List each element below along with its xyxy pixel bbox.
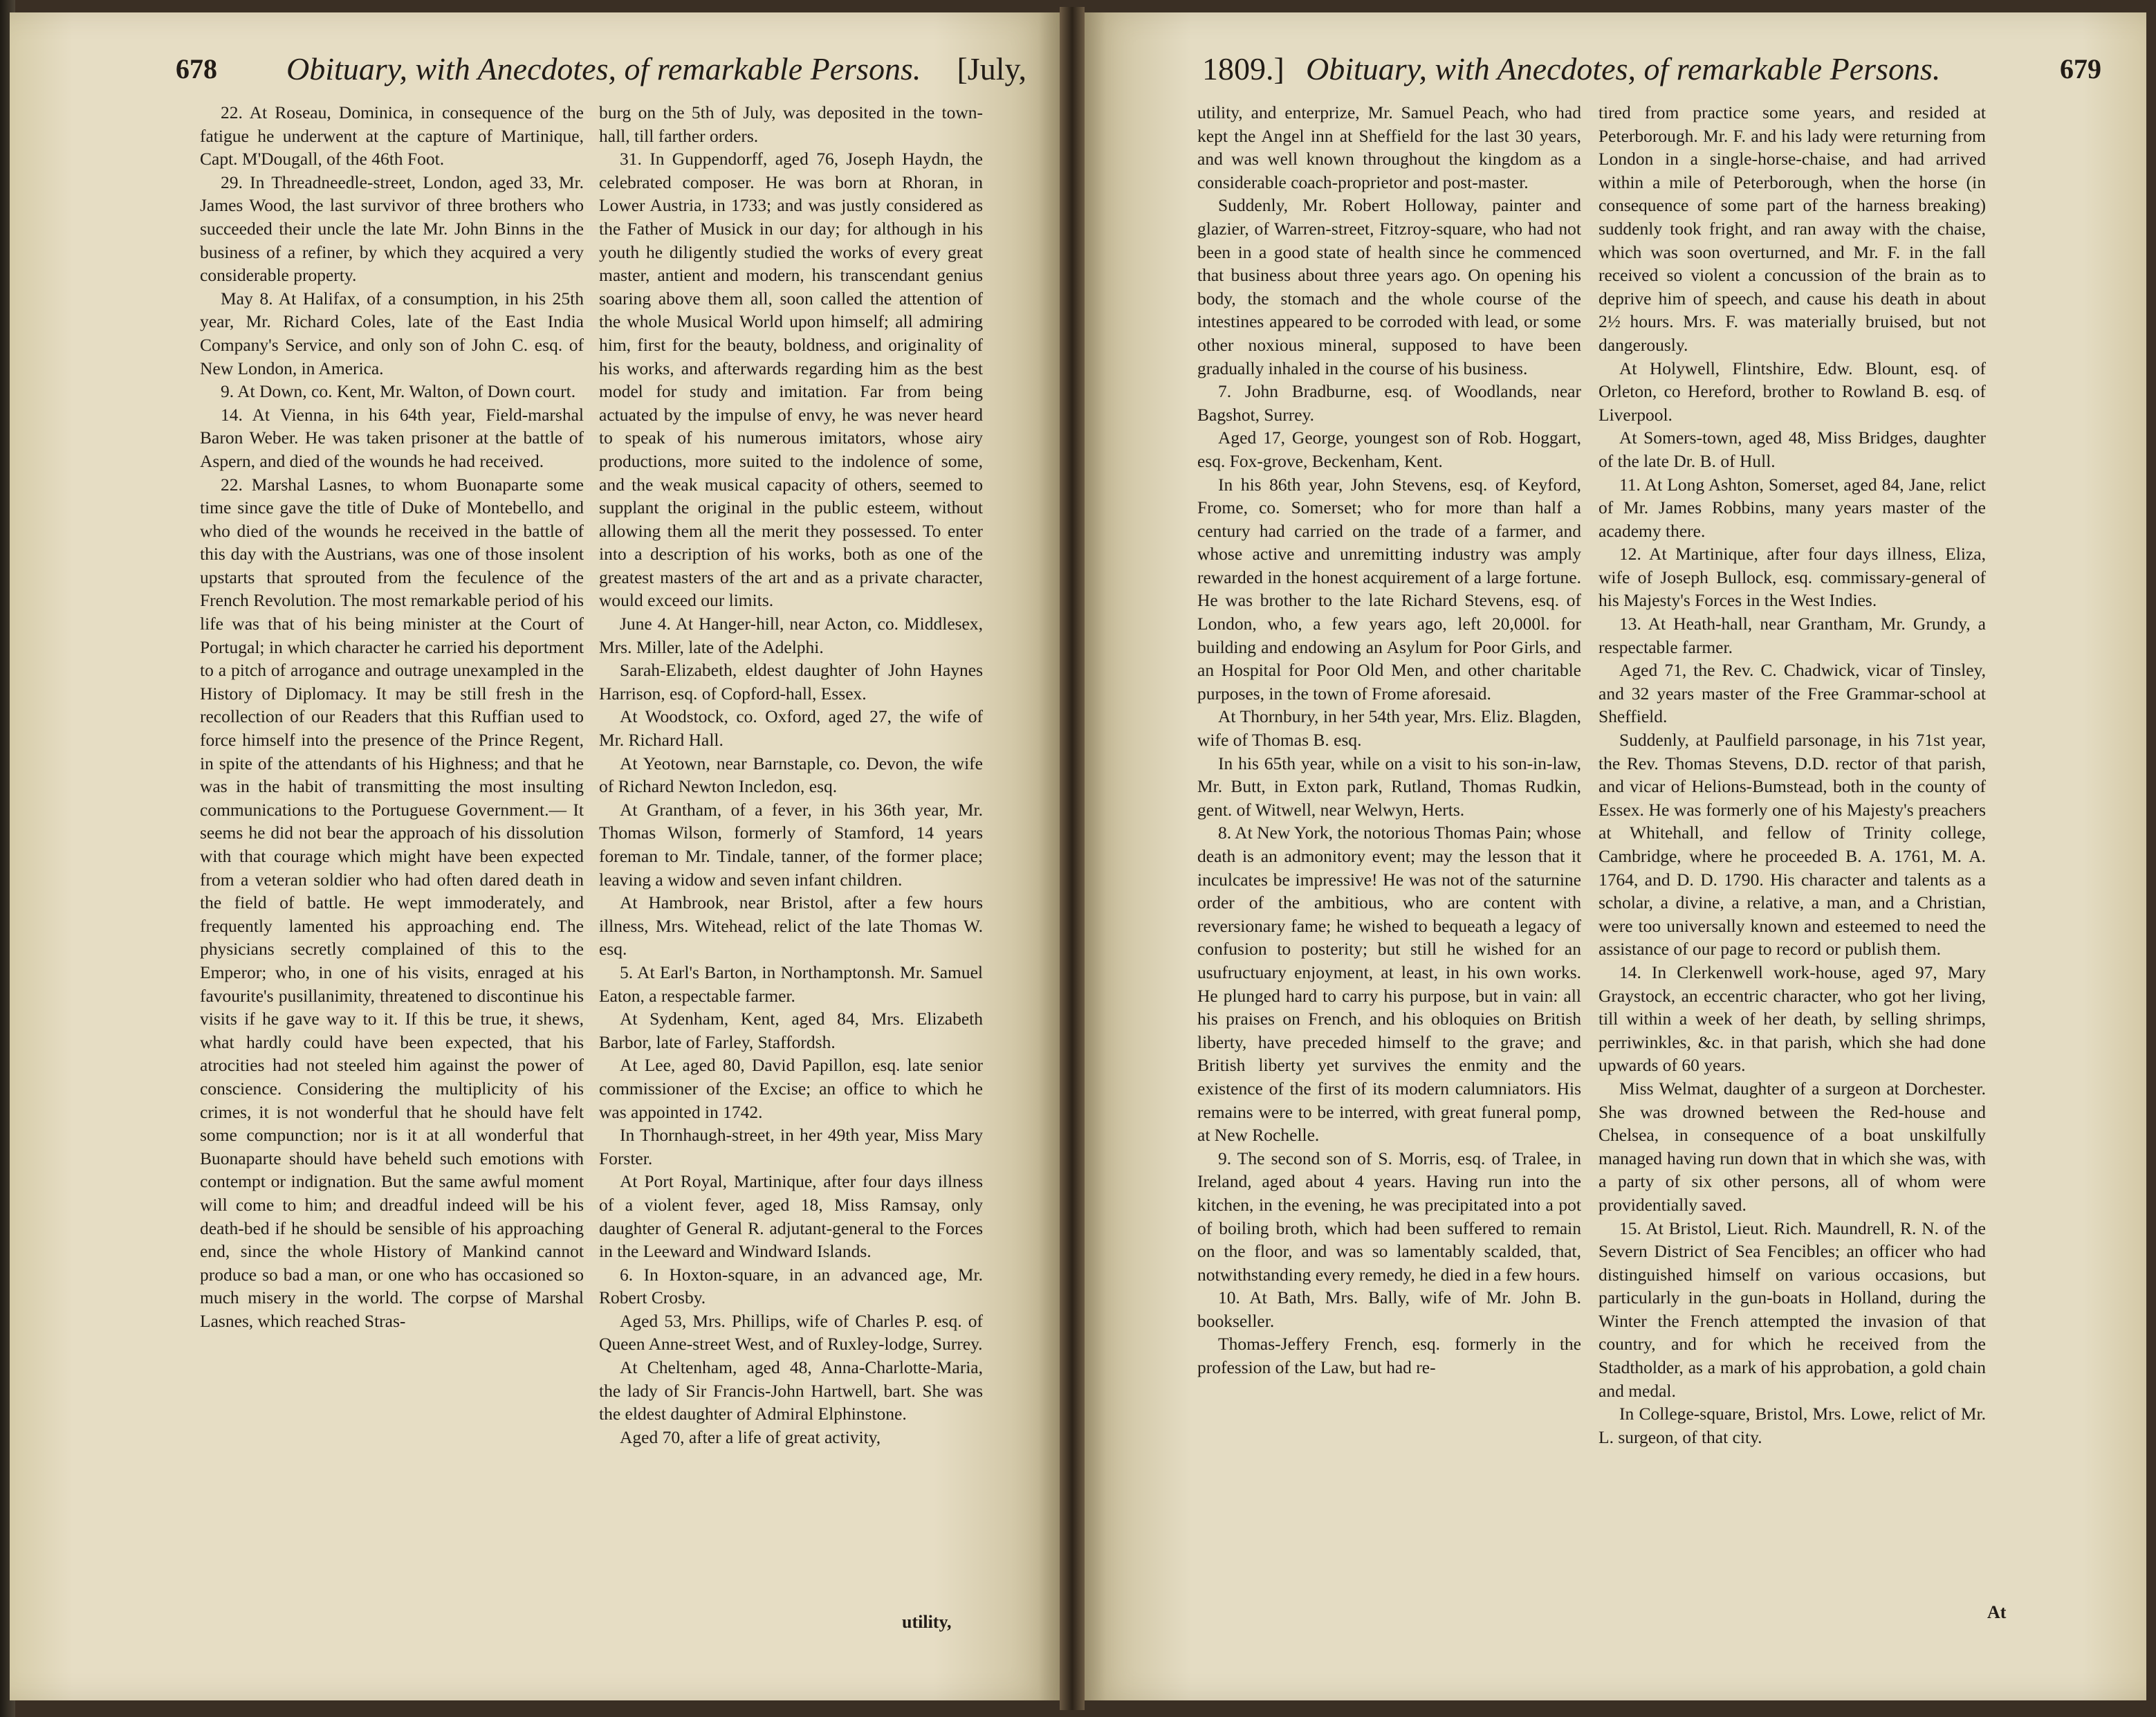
obituary-entry: May 8. At Halifax, of a consumption, in his 25th year, Mr. Richard Coles, late of the East India Company's Service, and only son of John C. esq. of New London, in America. [200, 288, 584, 378]
obituary-entry: burg on the 5th of July, was deposited in the town-hall, till farther orders. [599, 102, 983, 146]
obituary-entry: Aged 17, George, youngest son of Rob. Hoggart, esq. Fox-grove, Beckenham, Kent. [1197, 428, 1581, 471]
obituary-entry: At Port Royal, Martinique, after four days illness of a violent fever, aged 18, Miss Ramsay, only daughter of General R. adjutant-general to the Forces in the Leeward and Windward Islands. [599, 1171, 983, 1262]
obituary-entry: At Hambrook, near Bristol, after a few hours illness, Mrs. Witehead, relict of the late Thomas W. esq. [599, 892, 983, 960]
book-gutter [1060, 7, 1085, 1710]
left-page-header [176, 42, 1026, 97]
right-column-1 [1197, 101, 1581, 1379]
obituary-entry: At Somers-town, aged 48, Miss Bridges, daughter of the late Dr. B. of Hull. [1598, 428, 1986, 471]
obituary-entry: 9. The second son of S. Morris, esq. of Tralee, in Ireland, aged about 4 years. Having run into the kitchen, in the evening, he was precipitated into a pot of boiling broth, which had been suffered to remain on the floor, and was so lamentably scalded, that, notwithstanding every remedy, he died in a few hours. [1197, 1148, 1581, 1285]
obituary-entry: Thomas-Jeffery French, esq. formerly in the profession of the Law, but had re- [1197, 1334, 1581, 1378]
obituary-entry: 13. At Heath-hall, near Grantham, Mr. Grundy, a respectable farmer. [1598, 614, 1986, 657]
obituary-entry: Aged 70, after a life of great activity, [620, 1426, 881, 1447]
obituary-entry: In College-square, Bristol, Mrs. Lowe, relict of Mr. L. surgeon, of that city. [1598, 1404, 1986, 1447]
obituary-entry: utility, and enterprize, Mr. Samuel Peach, who had kept the Angel inn at Sheffield for the last 30 years, and was well known throughout the kingdom as a considerable coach-proprietor and post-master. [1197, 102, 1581, 192]
obituary-entry: In Thornhaugh-street, in her 49th year, Miss Mary Forster. [599, 1125, 983, 1168]
obituary-entry: At Thornbury, in her 54th year, Mrs. Eliz. Blagden, wife of Thomas B. esq. [1197, 706, 1581, 751]
obituary-entry: Aged 71, the Rev. C. Chadwick, vicar of Tinsley, and 32 years master of the Free Grammar-school at Sheffield. [1598, 660, 1986, 727]
obituary-entry: 12. At Martinique, after four days illness, Eliza, wife of Joseph Bullock, esq. commissary-general of his Majesty's Forces in the West Indies. [1598, 544, 1986, 611]
obituary-entry: At Cheltenham, aged 48, Anna-Charlotte-Maria, the lady of Sir Francis-John Hartwell, bart. She was the eldest daughter of Admiral Elphinstone. [599, 1357, 983, 1424]
obituary-entry: tired from practice some years, and resided at Peterborough. Mr. F. and his lady were returning from London in a single-horse-chaise, and had arrived within a mile of Peterborough, when the horse (in consequence of some part of the harness breaking) suddenly took fright, and ran away with the chaise, which was soon overturned, and Mr. F. in the fall received so violent a concussion of the brain as to deprive him of speech, and cause his death in about 2½ hours. Mrs. F. was materially bruised, but not dangerously. [1598, 102, 1986, 355]
left-column-2 [599, 101, 983, 1449]
obituary-entry: 10. At Bath, Mrs. Bally, wife of Mr. John B. bookseller. [1197, 1287, 1581, 1331]
obituary-entry: At Grantham, of a fever, in his 36th year, Mr. Thomas Wilson, formerly of Stamford, 14 years foreman to Mr. Tindale, tanner, of the former place; leaving a widow and seven infant children. [599, 799, 983, 890]
obituary-entry: 5. At Earl's Barton, in Northamptonsh. Mr. Samuel Eaton, a respectable farmer. [599, 962, 983, 1006]
right-year: 1809.] [1202, 51, 1284, 86]
obituary-entry: 8. At New York, the notorious Thomas Pain; whose death is an admonitory event; may the lesson that it inculcates be impressive! He was not of the saturnine order of the ambitious, who are content with reversionary fame; he wished to bequeath a legacy of confusion to posterity; but still he wished for an usufructuary enjoyment, at least, in his own works. He plunged hard to carry his purpose, but in vain: all his praises on French, and his obloquies on British liberty, have preceded himself to the grave; and British liberty yet survives the enmity and the existence of the first of its modern calumniators. His remains were to be interred, with great funeral pomp, at New Rochelle. [1197, 823, 1581, 1146]
left-column-1 [200, 101, 584, 1332]
obituary-entry: 22. At Roseau, Dominica, in consequence of the fatigue he underwent at the capture of Martinique, Capt. M'Dougall, of the 46th Foot. [200, 102, 584, 169]
right-page-number: 679 [2060, 53, 2101, 84]
left-page-number: 678 [176, 53, 217, 84]
left-running-title: Obituary, with Anecdotes, of remarkable Persons. [286, 51, 921, 86]
obituary-entry: At Woodstock, co. Oxford, aged 27, the wife of Mr. Richard Hall. [599, 706, 983, 751]
obituary-entry: 9. At Down, co. Kent, Mr. Walton, of Down court. [221, 381, 576, 402]
obituary-entry: At Yeotown, near Barnstaple, co. Devon, the wife of Richard Newton Incledon, esq. [599, 753, 983, 797]
obituary-entry: In his 65th year, while on a visit to his son-in-law, Mr. Butt, in Exton park, Rutland, Thomas Rudkin, gent. of Witwell, near Welwyn, Herts. [1197, 753, 1581, 820]
obituary-entry: At Holywell, Flintshire, Edw. Blount, esq. of Orleton, co Hereford, brother to Rowland B. esq. of Liverpool. [1598, 358, 1986, 425]
obituary-entry: 31. In Guppendorff, aged 76, Joseph Haydn, the celebrated composer. He was born at Rhoran, in Lower Austria, in 1733; and was justly considered as the Father of Musick in our day; for although in his youth he diligently studied the works of every great master, antient and modern, his transcendant genius soaring above them all, soon called the attention of the whole Musical World upon himself; all admiring him, first for the beauty, boldness, and originality of his works, and afterwards regarding him as the best model for study and imitation. Far from being actuated by the impulse of envy, he was never heard to speak of his numerous imitators, whose airy productions, more suited to the indolence of some, and the weak musical capacity of others, seemed to supplant the original in the public esteem, without allowing them all the merit they possessed. To enter into a description of his works, both as one of the greatest masters of the art and as a private character, would exceed our limits. [599, 149, 983, 611]
left-catchword: utility, [902, 1612, 952, 1632]
obituary-entry: At Sydenham, Kent, aged 84, Mrs. Elizabeth Barbor, late of Farley, Staffordsh. [599, 1009, 983, 1052]
right-page-header [1202, 42, 2101, 97]
obituary-entry: 7. John Bradburne, esq. of Woodlands, near Bagshot, Surrey. [1197, 381, 1581, 425]
obituary-entry: Miss Welmat, daughter of a surgeon at Dorchester. She was drowned between the Red-house and Chelsea, in consequence of a boat unskilfully managed having run down that in which she was, with a party of six other persons, all of whom were providentially saved. [1598, 1078, 1986, 1215]
right-catchword: At [1987, 1602, 2007, 1622]
obituary-entry: 14. At Vienna, in his 64th year, Field-marshal Baron Weber. He was taken prisoner at the battle of Aspern, and died of the wounds he had received. [200, 404, 584, 471]
right-running-title: Obituary, with Anecdotes, of remarkable Persons. [1306, 51, 1941, 86]
obituary-entry: Suddenly, at Paulfield parsonage, in his 71st year, the Rev. Thomas Stevens, D.D. rector of that parish, and vicar of Helions-Bumstead, both in the county of Essex. He was formerly one of his Majesty's preachers at Whitehall, and fellow of Trinity college, Cambridge, where he proceeded B. A. 1761, M. A. 1764, and D. D. 1790. His character and talents as a scholar, a divine, a relative, a man, and a Christian, were too universally known and esteemed to need the assistance of our page to record or publish them. [1598, 730, 1986, 960]
obituary-entry: 14. In Clerkenwell work-house, aged 97, Mary Graystock, an eccentric character, who got her living, till within a week of her death, by selling shrimps, perriwinkles, &c. in that parish, which she had done upwards of 60 years. [1598, 962, 1986, 1076]
right-page [1085, 12, 2146, 1700]
obituary-entry: 15. At Bristol, Lieut. Rich. Maundrell, R. N. of the Severn District of Sea Fencibles; an officer who had distinguished himself on various occasions, but particularly in the gun-boats in Holland, during the Winter the French attempted the invasion of that country, and for which he received from the Stadtholder, as a mark of his approbation, a gold chain and medal. [1598, 1218, 1986, 1401]
obituary-entry: In his 86th year, John Stevens, esq. of Keyford, Frome, co. Somerset; who for more than half a century had carried on the trade of a farmer, and whose active and unremitting industry was amply rewarded in the honest acquirement of a large fortune. He was brother to the late Richard Stevens, esq. of London, who, a few years ago, left 20,000l. for building and endowing an Asylum for Poor Girls, and an Hospital for Poor Old Men, and other charitable purposes, in the town of Frome aforesaid. [1197, 474, 1581, 704]
obituary-entry: June 4. At Hanger-hill, near Acton, co. Middlesex, Mrs. Miller, late of the Adelphi. [599, 614, 983, 657]
obituary-entry: 6. In Hoxton-square, in an advanced age, Mr. Robert Crosby. [599, 1264, 983, 1308]
left-month: [July, [957, 51, 1026, 86]
left-page [10, 12, 1060, 1700]
right-column-2 [1598, 101, 1986, 1449]
obituary-entry: At Lee, aged 80, David Papillon, esq. late senior commissioner of the Excise; an office to which he was appointed in 1742. [599, 1055, 983, 1122]
obituary-entry: 11. At Long Ashton, Somerset, aged 84, Jane, relict of Mr. James Robbins, many years master of the academy there. [1598, 474, 1986, 541]
obituary-entry: Sarah-Elizabeth, eldest daughter of John Haynes Harrison, esq. of Copford-hall, Essex. [599, 660, 983, 704]
obituary-entry: Aged 53, Mrs. Phillips, wife of Charles P. esq. of Queen Anne-street West, and of Ruxley-lodge, Surrey. [599, 1310, 983, 1355]
obituary-entry: Suddenly, Mr. Robert Holloway, painter and glazier, of Warren-street, Fitzroy-square, who had not been in a good state of health since he commenced that business about three years ago. On opening his body, the stomach and the whole course of the intestines appeared to be corroded with lead, or some other noxious mineral, supposed to have been gradually inhaled in the course of his business. [1197, 195, 1581, 378]
obituary-entry: 22. Marshal Lasnes, to whom Buonaparte some time since gave the title of Duke of Montebello, and who died of the wounds he received in the battle of this day with the Austrians, was one of those insolent upstarts that sprouted from the feculence of the French Revolution. The most remarkable period of his life was that of his being minister at the Court of Portugal; in which character he carried his deportment to a pitch of arrogance and outrage unexampled in the History of Diplomacy. It may be still fresh in the recollection of our Readers that this Ruffian used to force himself into the presence of the Prince Regent, in spite of the attendants of his Highness; and that he was in the habit of transmitting the most insulting communications to the Portuguese Government.— It seems he did not bear the approach of his dissolution with that courage which might have been expected from a veteran soldier who had often dared death in the field of battle. He wept immoderately, and frequently lamented his approaching end. The physicians secretly complained of this to the Emperor; who, in one of his visits, enraged at his favourite's pusillanimity, threatened to discontinue his visits if he gave way to it. If this be true, it shews, what hardly could have been expected, that his atrocities had not steeled him against the power of conscience. Considering the multiplicity of his crimes, it is not wonderful that he should have felt some compunction; nor is it at all wonderful that Buonaparte should have beheld such emotions with contempt or indignation. But the same awful moment will come to him; and dreadful indeed will be his death-bed if he should be sensible of his approaching end, since the whole History of Mankind cannot produce so bad a man, or one who has occasioned so much misery in the world. The corpse of Marshal Lasnes, which reached Stras- [200, 474, 584, 1331]
obituary-entry: 29. In Threadneedle-street, London, aged 33, Mr. James Wood, the last survivor of three brothers who succeeded their uncle the late Mr. John Binns in the business of a refiner, by which they acquired a very considerable property. [200, 172, 584, 286]
